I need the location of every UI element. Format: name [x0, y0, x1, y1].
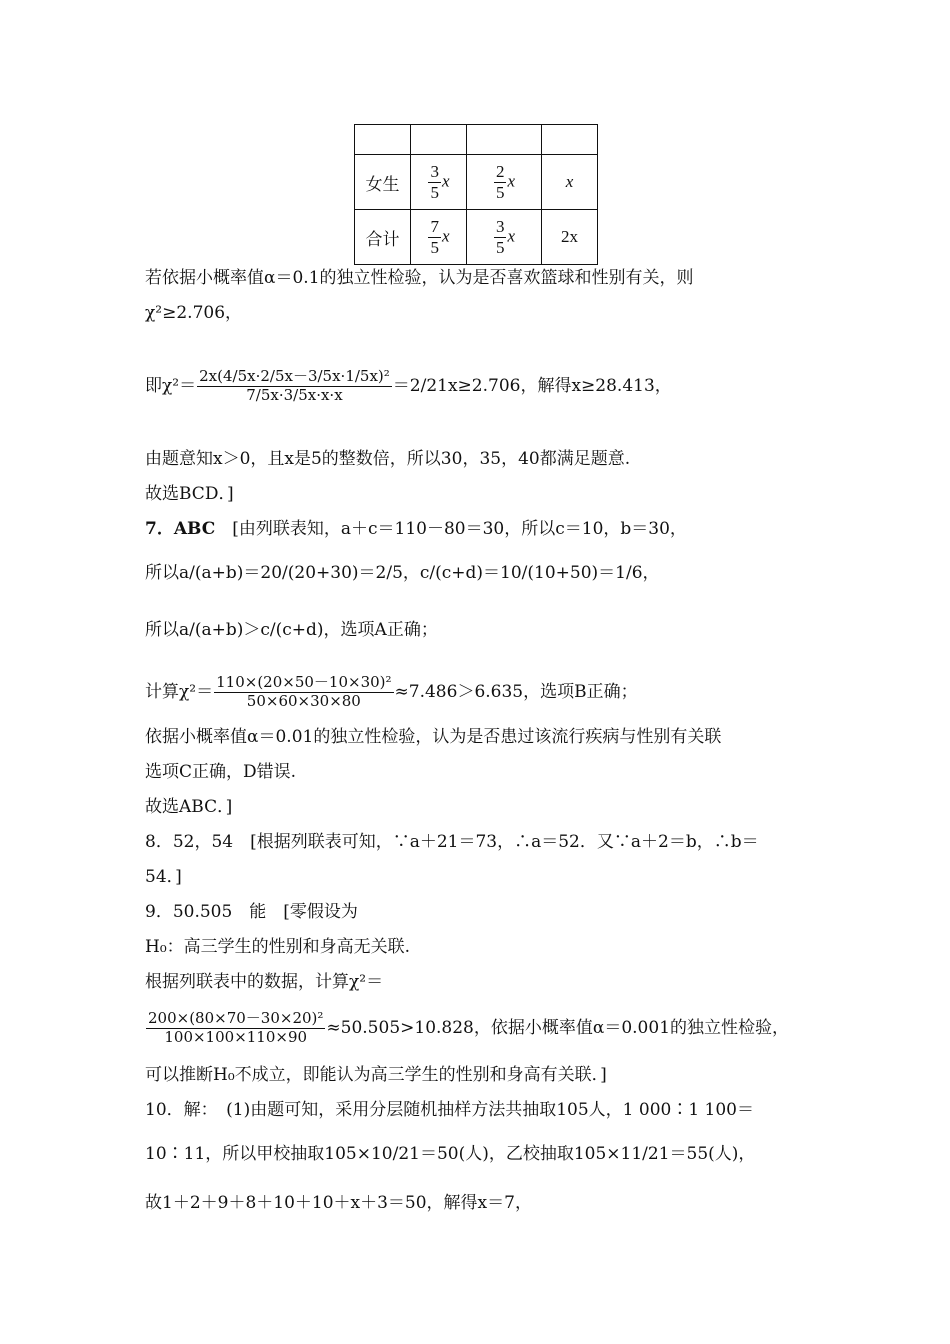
- table-cell: [542, 125, 598, 155]
- p10-line3: 故1＋2＋9＋8＋10＋10＋x＋3＝50，解得x＝7，: [145, 1193, 532, 1213]
- p7-numerator: 110×(20×50－10×30)²: [216, 673, 392, 692]
- p6-line2: χ²≥2.706，: [145, 303, 243, 323]
- p9-line5: 可以推断H₀不成立，即能认为高三学生的性别和身高有关联．]: [145, 1065, 607, 1085]
- p7-text1: [由列联表知，a＋c＝110－80＝30，所以c＝10，b＝30，: [232, 519, 687, 539]
- p6-line4: 由题意知x＞0，且x是5的整数倍，所以30，35，40都满足题意.: [145, 449, 631, 469]
- p7-line7: 故选ABC．]: [145, 797, 233, 817]
- p6-line1: 若依据小概率值α＝0.1的独立性检验，认为是否喜欢篮球和性别有关，则: [145, 268, 694, 288]
- p10-line1: 10．解： (1)由题可知，采用分层随机抽样方法共抽取105人，1 000∶1 100＝: [145, 1100, 754, 1120]
- table-cell: [411, 125, 467, 155]
- table-cell: $\frac{3}{5}$ x: [467, 210, 542, 265]
- eq-denominator: 7/5x·3/5x·x·x: [246, 385, 343, 404]
- table-cell: [355, 125, 411, 155]
- table-cell: x: [542, 155, 598, 210]
- p7-line4-tail: ≈7.486＞6.635，选项B正确；: [394, 681, 638, 702]
- eq-numerator: 2x(4/5x·2/5x－3/5x·1/5x)²: [199, 367, 390, 386]
- row-label: 女生: [355, 155, 411, 210]
- p7-head: 7．ABC: [145, 519, 216, 539]
- p9-line3: 根据列联表中的数据，计算χ²＝: [145, 972, 384, 992]
- p10-line2: 10∶11，所以甲校抽取105×10/21＝50(人)，乙校抽取105×11/21＝55(人)，: [145, 1144, 756, 1164]
- p7-denominator: 50×60×30×80: [246, 691, 361, 710]
- p7-line4-lead: 计算χ²＝: [145, 681, 214, 702]
- p7-line1: [145, 519, 687, 539]
- p6-line5: 故选BCD．]: [145, 484, 234, 504]
- p8-line1: 8．52，54 [根据列联表可知，∵a＋21＝73，∴a＝52．又∵a＋2＝b，∴b＝: [145, 832, 759, 852]
- row-label: 合计: [355, 210, 411, 265]
- eq-tail: ＝2/21x≥2.706，解得x≥28.413，: [392, 375, 672, 396]
- eq-lead: 即χ²＝: [145, 375, 197, 396]
- p9-line4-tail: ≈50.505>10.828，依据小概率值α＝0.001的独立性检验，: [326, 1017, 790, 1038]
- table-cell: [467, 125, 542, 155]
- p9-line2: H₀：高三学生的性别和身高无关联.: [145, 937, 411, 957]
- p9-line1: 9．50.505 能 [零假设为: [145, 902, 358, 922]
- table-cell: $\frac{7}{5}$ x: [411, 210, 467, 265]
- contingency-table: [354, 124, 598, 265]
- p7-fraction: [214, 674, 393, 710]
- eq-fraction: [197, 368, 392, 404]
- p7-line4: [145, 668, 638, 716]
- table-row: [355, 155, 598, 210]
- table-row: [355, 210, 598, 265]
- p7-line5: 依据小概率值α＝0.01的独立性检验，认为是否患过该流行疾病与性别有关联: [145, 727, 722, 747]
- p9-denominator: 100×100×110×90: [164, 1027, 308, 1046]
- p6-equation: [145, 338, 672, 434]
- table-cell: $\frac{3}{5}$ x: [411, 155, 467, 210]
- p7-line6: 选项C正确，D错误.: [145, 762, 297, 782]
- p9-numerator: 200×(80×70－30×20)²: [148, 1009, 324, 1028]
- p9-line4: [145, 1004, 789, 1052]
- table-cell: 2x: [542, 210, 598, 265]
- p7-line2: 所以a/(a+b)＝20/(20+30)＝2/5，c/(c+d)＝10/(10+50)＝1/6，: [145, 563, 660, 583]
- p9-fraction: [146, 1010, 325, 1046]
- p8-line2: 54．]: [145, 867, 182, 887]
- p7-line3: 所以a/(a+b)＞c/(c+d)，选项A正确；: [145, 620, 438, 640]
- table-cell: $\frac{2}{5}$ x: [467, 155, 542, 210]
